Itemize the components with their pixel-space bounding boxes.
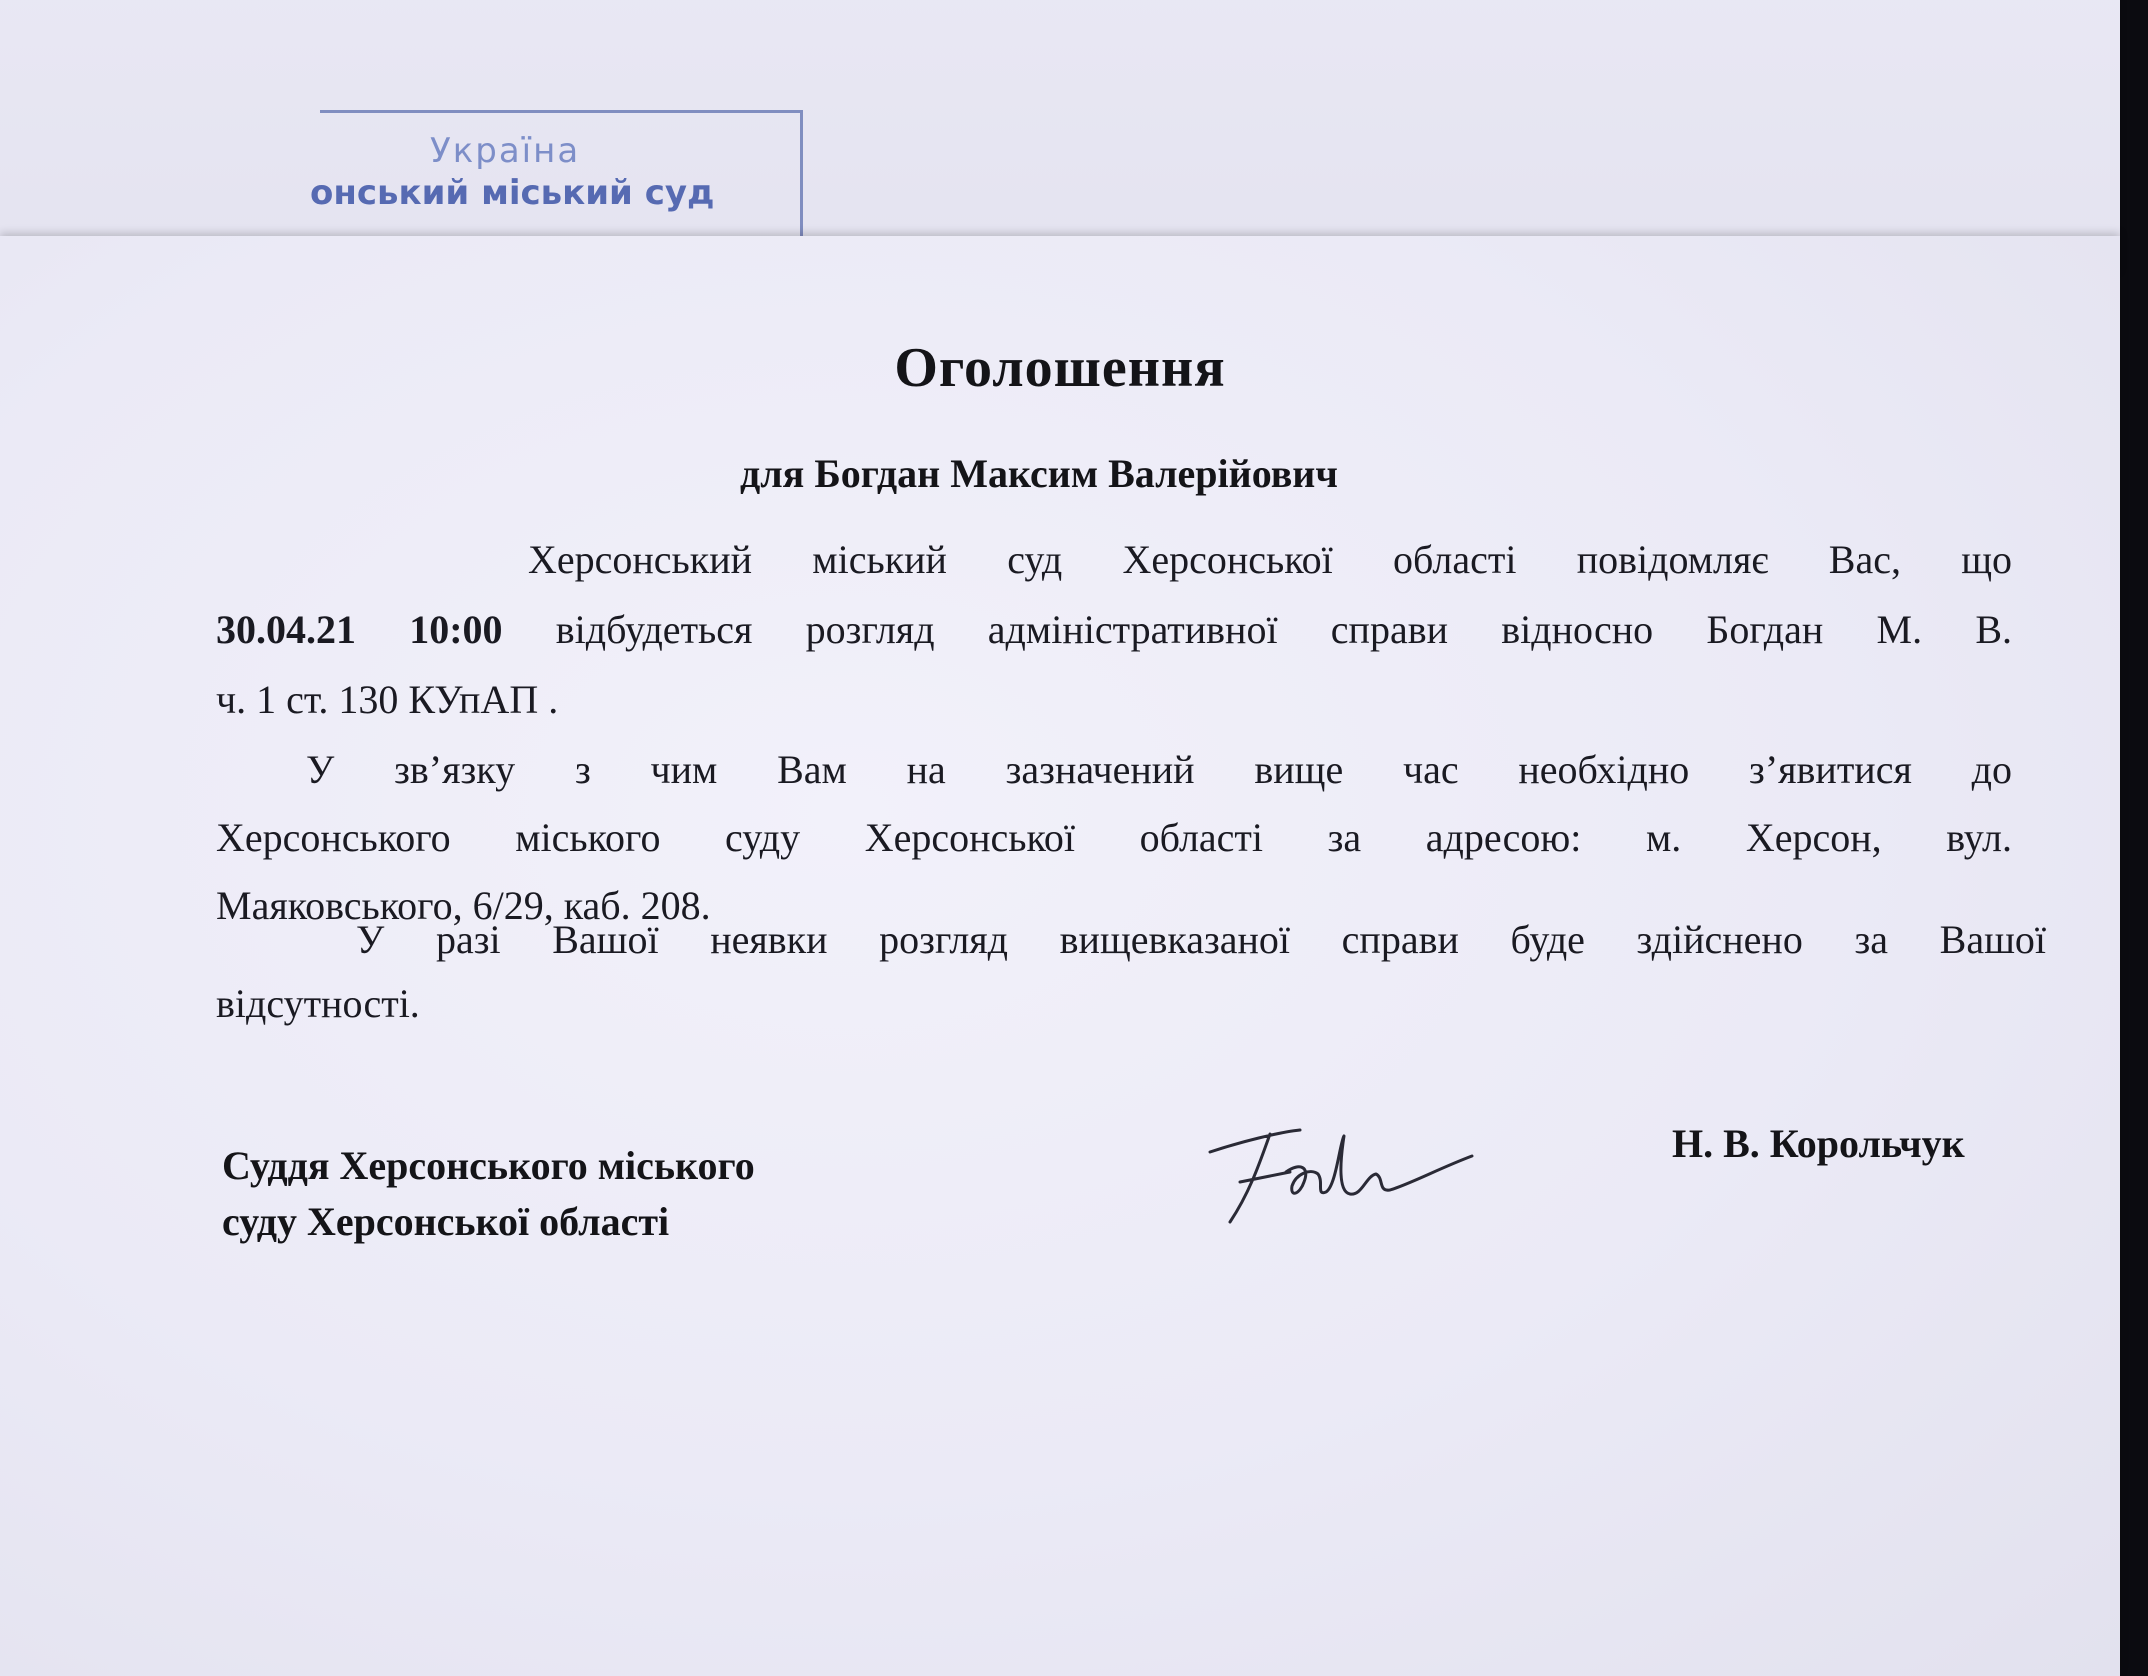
recipient-line: для Богдан Максим Валерійович <box>740 451 1338 496</box>
notice-document <box>0 236 2120 1676</box>
hearing-datetime: 30.04.21 10:00 <box>216 607 503 652</box>
back-sheet <box>0 0 2120 270</box>
judge-position-line-1: Суддя Херсонського міського <box>222 1143 755 1188</box>
document-title: Оголошення <box>894 337 1226 399</box>
handwritten-signature <box>1200 1112 1480 1232</box>
paragraph-2-line-2: Херсонського міського суду Херсонської області за адресою: м. Херсон, вул. <box>216 815 2012 860</box>
paragraph-3-line-2: відсутності. <box>216 981 420 1026</box>
paragraph-1-line-1: Херсонський міський суд Херсонської області повідомляє Вас, що <box>528 537 2012 582</box>
paragraph-1-line-2 <box>216 606 2012 653</box>
paragraph-3-line-1: У разі Вашої неявки розгляд вищевказаної справи буде здійснено за Вашої <box>356 917 2046 962</box>
judge-position-line-2: суду Херсонської області <box>222 1199 670 1244</box>
paragraph-2-line-1: У зв’язку з чим Вам на зазначений вище час необхідно з’явитися до <box>306 747 2012 792</box>
stamp-country: Україна <box>430 131 581 171</box>
judge-name: Н. В. Корольчук <box>1672 1121 1965 1166</box>
paragraph-1-line-2-text: відбудеться розгляд адміністративної справи відносно Богдан М. В. <box>555 607 2012 652</box>
stamp-court-name: онський міський суд <box>310 173 715 213</box>
court-stamp <box>310 110 803 243</box>
paragraph-2-line-3: Маяковського, 6/29, каб. 208. <box>216 883 711 928</box>
paragraph-1-line-3: ч. 1 ст. 130 КУпАП . <box>216 677 559 722</box>
